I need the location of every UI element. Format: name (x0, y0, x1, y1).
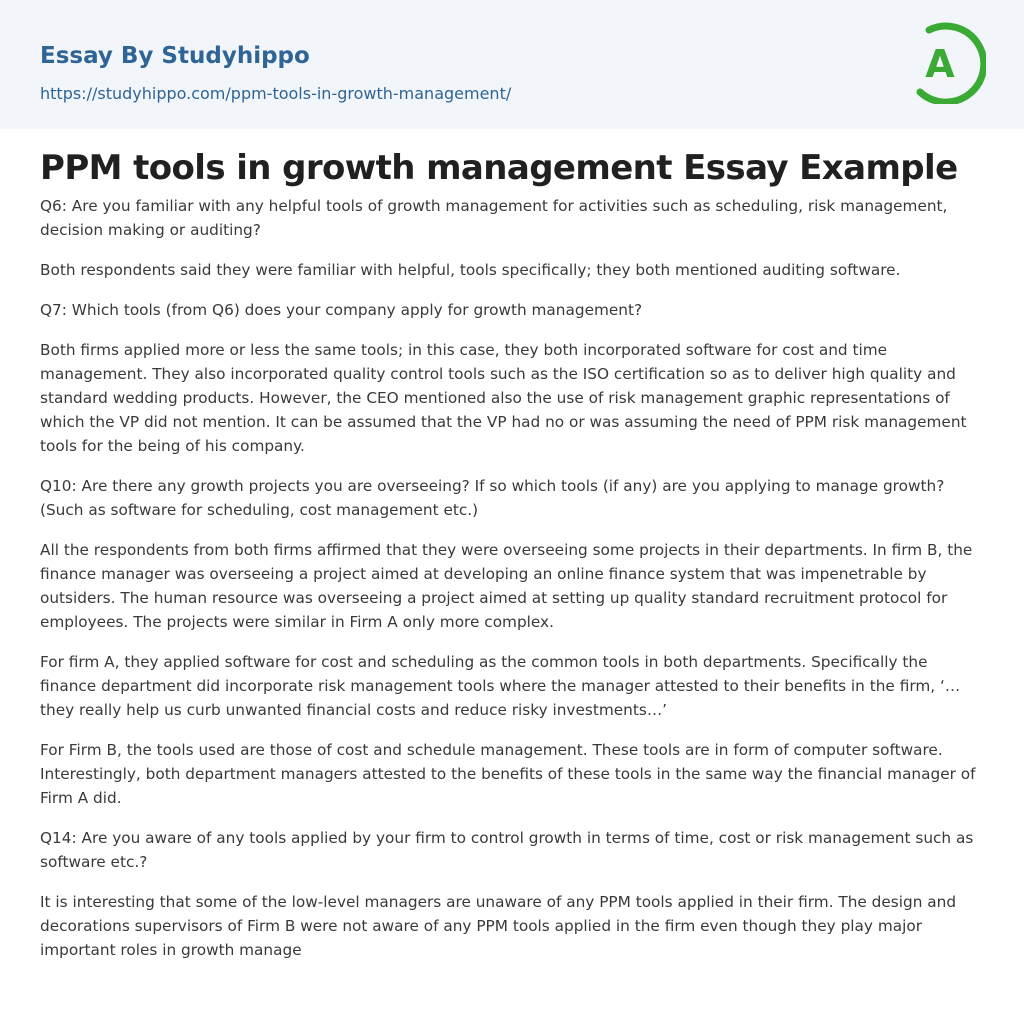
essay-paragraph: Q10: Are there any growth projects you are overseeing? If so which tools (if any) are you applying to manage growth? (Such as software for scheduling, cost management etc.) (40, 477, 945, 519)
essay-body (40, 194, 988, 978)
essay-paragraph: It is interesting that some of the low-level managers are unaware of any PPM tools applied in their firm. The design and decorations supervisors of Firm B were not aware of any PPM tools applied in the firm even though they play major important roles in growth manage (40, 893, 957, 959)
studyhippo-logo[interactable] (912, 20, 986, 104)
essay-paragraph: For Firm B, the tools used are those of cost and schedule management. These tools are in form of computer software. Interestingly, both department managers attested to the benefits of these tools in the same way the financial manager of Firm A did. (40, 741, 976, 807)
brand-title: Essay By Studyhippo (40, 43, 310, 69)
essay-paragraph: For firm A, they applied software for cost and scheduling as the common tools in both departments. Specifically the finance department did incorporate risk management tools where the manager attested to their benefits in the firm, ‘…they really help us curb unwanted financial costs and reduce risky investments…’ (40, 653, 961, 719)
logo-letter: A (925, 42, 955, 86)
essay-paragraph: Q7: Which tools (from Q6) does your company apply for growth management? (40, 301, 643, 319)
essay-paragraph: All the respondents from both firms affirmed that they were overseeing some projects in their departments. In firm B, the finance manager was overseeing a project aimed at developing an online finance system that was impenetrable by outsiders. The human resource was overseeing a project aimed at setting up quality standard recruitment protocol for employees. The projects were similar in Firm A only more complex. (40, 541, 973, 631)
essay-paragraph: Both firms applied more or less the same tools; in this case, they both incorporated software for cost and time management. They also incorporated quality control tools such as the ISO certification so as to deliver high quality and standard wedding products. However, the CEO mentioned also the use of risk management graphic representations of which the VP did not mention. It can be assumed that the VP had no or was assuming the need of PPM risk management tools for the being of his company. (40, 341, 967, 455)
essay-paragraph: Q6: Are you familiar with any helpful tools of growth management for activities such as scheduling, risk management, decision making or auditing? (40, 197, 948, 239)
essay-paragraph: Both respondents said they were familiar with helpful, tools specifically; they both mentioned auditing software. (40, 261, 901, 279)
site-header (0, 0, 1024, 129)
essay-title: PPM tools in growth management Essay Example (40, 148, 958, 188)
source-url-link[interactable]: https://studyhippo.com/ppm-tools-in-growth-management/ (40, 84, 512, 103)
logo-a-icon (912, 20, 986, 104)
essay-paragraph: Q14: Are you aware of any tools applied by your firm to control growth in terms of time, cost or risk management such as software etc.? (40, 829, 974, 871)
